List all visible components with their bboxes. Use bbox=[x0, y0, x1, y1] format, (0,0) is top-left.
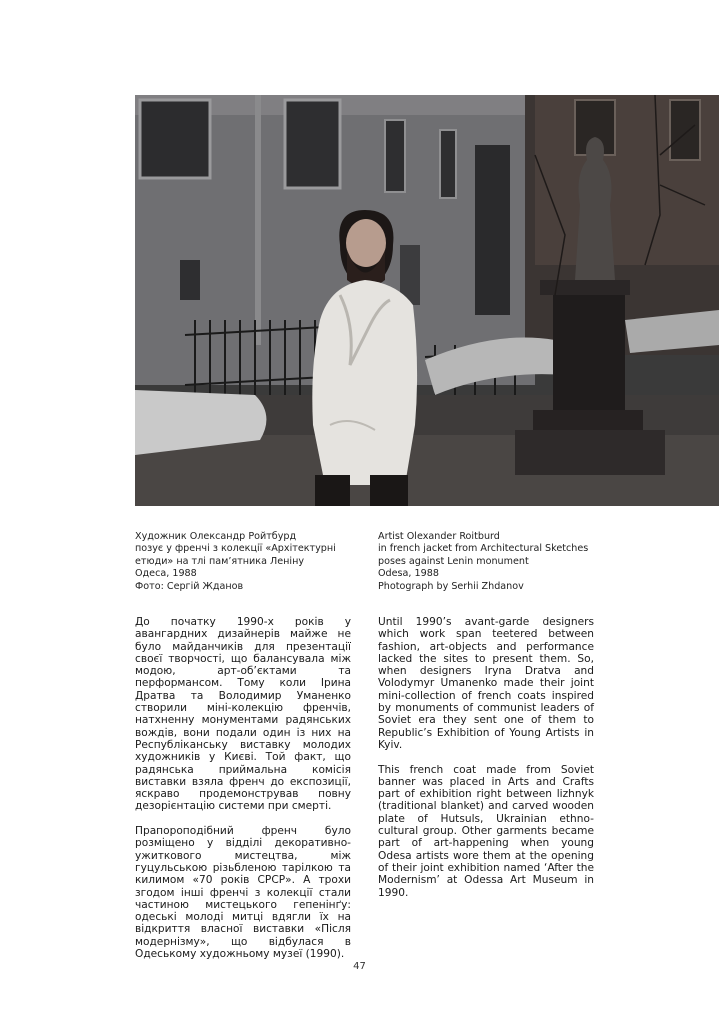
body-text-english bbox=[378, 616, 594, 911]
paragraph: Прапороподібний френч було розміщено у відділі декоративно-ужиткового мистецтва, між гуцульською різьбленою тарілкою та килимом «70 років СРСР». А трохи згодом інші френчі з колекції стали частиною мистецького гепенінґу: одеські молоді митці вдягли їх на відкриття власної виставки «Після модернізму», що відбулася в Одеському художньому музеї (1990). bbox=[135, 825, 351, 961]
caption-english bbox=[378, 531, 608, 593]
caption-line: Художник Олександр Ройтбурд bbox=[135, 531, 297, 542]
body-text-ukrainian bbox=[135, 616, 351, 973]
caption-line: Artist Olexander Roitburd bbox=[378, 531, 500, 542]
caption-line: Photograph by Serhii Zhdanov bbox=[378, 580, 524, 592]
paragraph: This french coat made from Soviet banner was placed in Arts and Crafts part of exhibition right between lizhnyk (traditional blanket) and carved wooden plate of Hutsuls, Ukrainian ethno-cultural group. Other garments became part of art-happening when young Odesa artists wore them at the opening of their joint exhibition named ‘After the Modernism’ at Odessa Art Museum in 1990. bbox=[378, 763, 594, 899]
paragraph: Until 1990’s avant-garde designers which work span teetered between fashion, art-objects and performance lacked the sites to present them. So, when designers Iryna Dratva and Volodymyr Umanenko made their joint mini-collection of french coats inspired by monuments of communist leaders of Soviet era they sent one of them to Republic’s Exhibition of Young Artists in Kyiv. bbox=[378, 616, 594, 751]
page-number: 47 bbox=[353, 961, 366, 972]
caption-line: Одеса, 1988 bbox=[135, 568, 197, 580]
artist-portrait-photo bbox=[135, 95, 719, 506]
photo-scene bbox=[135, 95, 719, 506]
caption-ukrainian bbox=[135, 531, 360, 593]
caption-line: in french jacket from Architectural Sketches bbox=[378, 543, 589, 555]
paragraph: До початку 1990-х років у авангардних дизайнерів майже не було майданчиків для презентації своєї творчості, що балансувала між модою, арт-об’єктами та перформансом. Тому коли Ірина Дратва та Володимир Умaненко створили міні-колекцію френчів, натхненну монументами радянських вождів, вони подали один із них на Республіканську виставку молодих художників у Києві. Той факт, що радянська приймальна комісія виставки взяла френч до експозиції, яскраво продемонстрував повну дезорієнтацію системи при смерті. bbox=[135, 616, 351, 813]
caption-line: Фото: Сергій Жданов bbox=[135, 580, 244, 592]
caption-line: позує у френчі з колекції «Архітектурні bbox=[135, 543, 336, 555]
caption-line: Odesa, 1988 bbox=[378, 568, 439, 580]
caption-line: poses against Lenin monument bbox=[378, 555, 529, 567]
caption-line: етюди» на тлі пам’ятника Леніну bbox=[135, 555, 305, 567]
